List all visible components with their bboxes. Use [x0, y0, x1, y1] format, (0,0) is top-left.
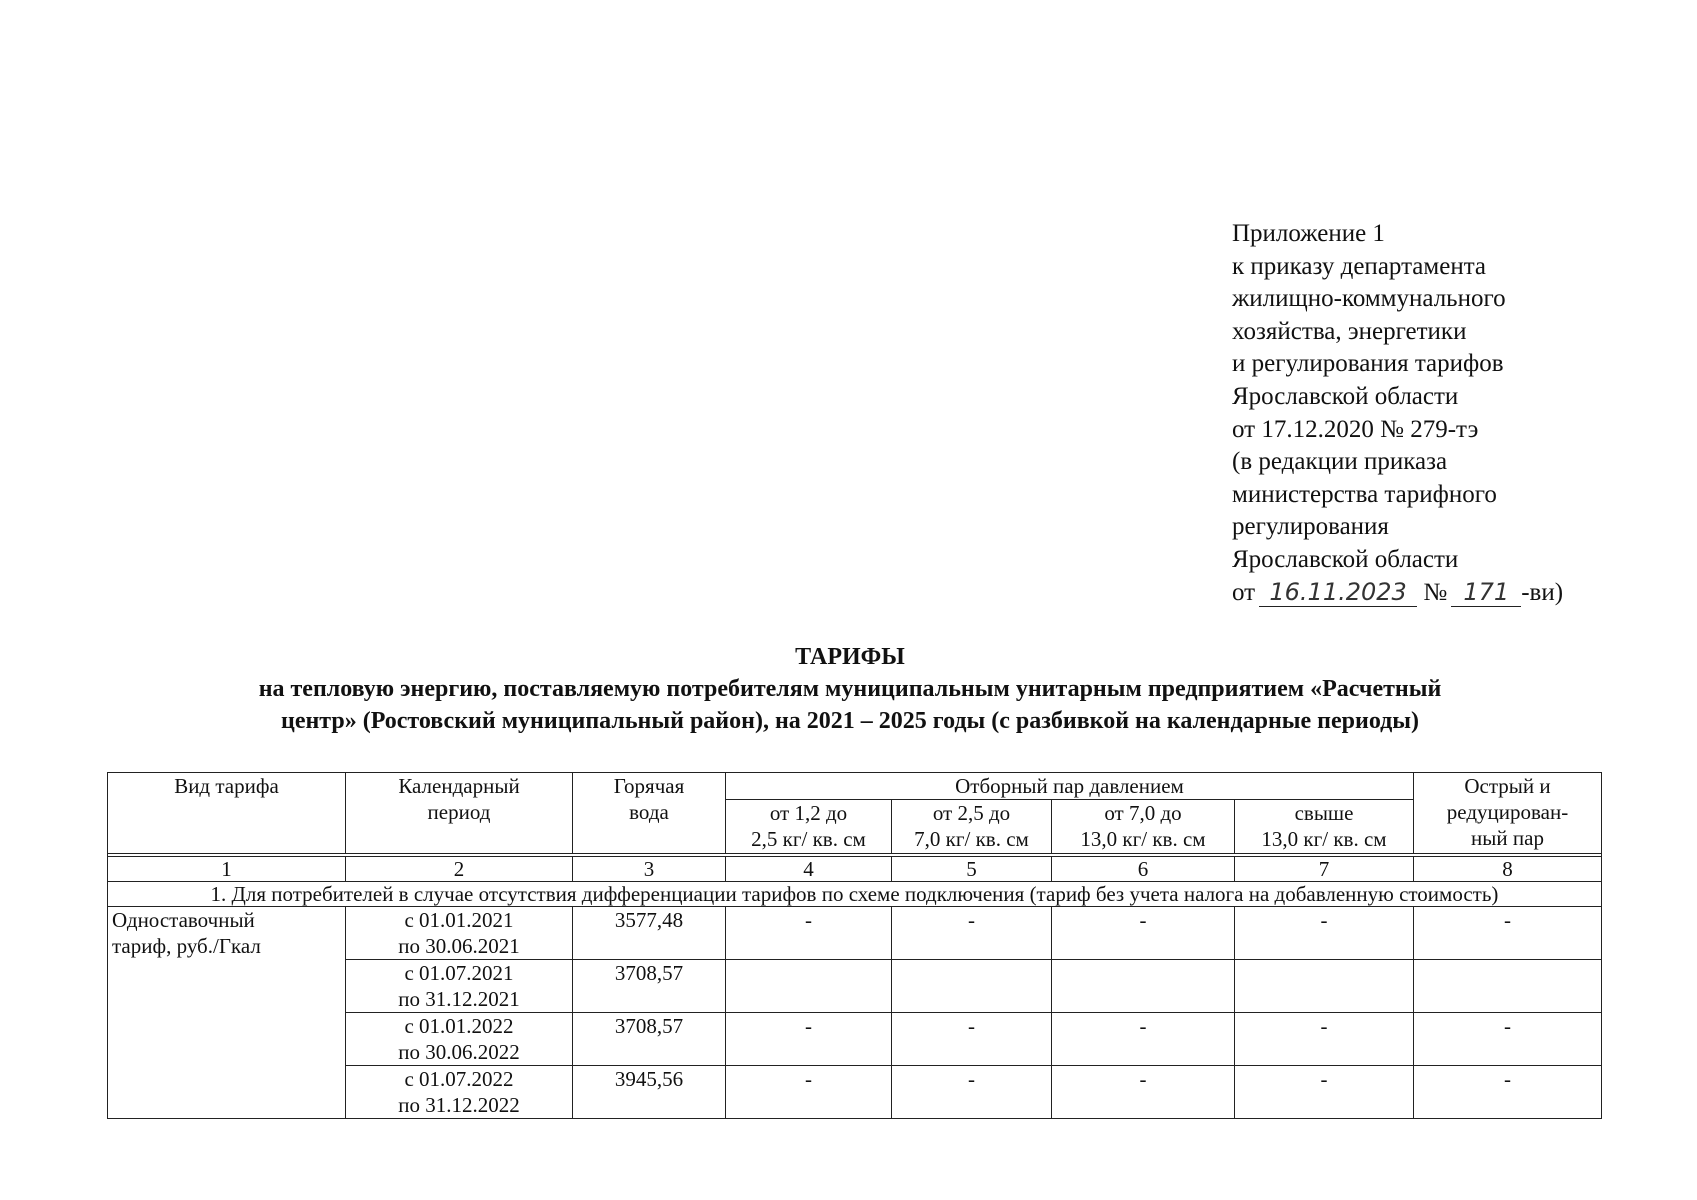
column-number: 3 — [573, 857, 726, 882]
pressure-2-cell: - — [892, 1013, 1052, 1066]
pressure-1-cell — [726, 960, 892, 1013]
appendix-line: Ярославской области — [1232, 382, 1459, 410]
handwritten-number: 171 — [1451, 578, 1521, 607]
pressure-2-cell: - — [892, 1066, 1052, 1119]
appendix-line: Приложение 1 — [1232, 220, 1385, 247]
title-heading: ТАРИФЫ — [795, 644, 905, 670]
title-line-1: на тепловую энергию, поставляемую потребителям муниципальным унитарным предприятием «Расчетный — [258, 676, 1442, 702]
period-cell: с 01.07.2021 по 31.12.2021 — [346, 960, 573, 1013]
appendix-block — [1232, 218, 1563, 609]
sharp-steam-cell: - — [1414, 1013, 1602, 1066]
pressure-3-cell: - — [1052, 1013, 1235, 1066]
pressure-4-cell: - — [1235, 1066, 1414, 1119]
appendix-last-suffix: -ви) — [1521, 578, 1564, 606]
handwritten-date: 16.11.2023 — [1259, 578, 1417, 607]
column-number: 6 — [1052, 857, 1235, 882]
column-number: 4 — [726, 857, 892, 882]
header-steam-group: Отборный пар давлением — [726, 773, 1414, 800]
period-cell: с 01.01.2021 по 30.06.2021 — [346, 907, 573, 960]
tariff-type-cell: Одноставочный тариф, руб./Гкал — [108, 907, 346, 1119]
pressure-4-cell: - — [1235, 1013, 1414, 1066]
column-number: 5 — [892, 857, 1052, 882]
pressure-2-cell — [892, 960, 1052, 1013]
appendix-line: (в редакции приказа — [1232, 448, 1448, 476]
period-cell: с 01.01.2022 по 30.06.2022 — [346, 1013, 573, 1066]
header-period: Календарный период — [346, 773, 573, 854]
pressure-3-cell — [1052, 960, 1235, 1013]
hot-water-cell: 3708,57 — [573, 960, 726, 1013]
header-pressure-3: от 7,0 до 13,0 кг/ кв. см — [1052, 800, 1235, 854]
header-pressure-1: от 1,2 до 2,5 кг/ кв. см — [726, 800, 892, 854]
section-title: 1. Для потребителей в случае отсутствия дифференциации тарифов по схеме подключения (тариф без учета налога на добавленную стоимость) — [108, 882, 1602, 907]
hot-water-cell: 3708,57 — [573, 1013, 726, 1066]
pressure-3-cell: - — [1052, 1066, 1235, 1119]
appendix-line: к приказу департамента — [1232, 252, 1487, 280]
appendix-line: жилищно-коммунального — [1232, 285, 1506, 313]
hot-water-cell: 3945,56 — [573, 1066, 726, 1119]
appendix-line: Ярославской области — [1232, 545, 1459, 573]
sharp-steam-cell — [1414, 960, 1602, 1013]
header-pressure-2: от 2,5 до 7,0 кг/ кв. см — [892, 800, 1052, 854]
pressure-1-cell: - — [726, 1013, 892, 1066]
column-number: 1 — [108, 857, 346, 882]
title-line-2: центр» (Ростовский муниципальный район), на 2021 – 2025 годы (с разбивкой на календарные периоды) — [280, 708, 1420, 734]
header-tariff-type: Вид тарифа — [108, 773, 346, 854]
column-number: 8 — [1414, 857, 1602, 882]
pressure-4-cell — [1235, 960, 1414, 1013]
sharp-steam-cell: - — [1414, 1066, 1602, 1119]
section-row — [108, 882, 1602, 907]
period-cell: с 01.07.2022 по 31.12.2022 — [346, 1066, 573, 1119]
pressure-1-cell: - — [726, 907, 892, 960]
appendix-line: хозяйства, энергетики — [1232, 317, 1467, 345]
header-sharp-steam: Острый и редуцирован- ный пар — [1414, 773, 1602, 854]
table-row — [108, 907, 1602, 960]
appendix-line: от 17.12.2020 № 279-тэ — [1232, 415, 1479, 443]
pressure-3-cell: - — [1052, 907, 1235, 960]
pressure-4-cell: - — [1235, 907, 1414, 960]
appendix-line: и регулирования тарифов — [1232, 350, 1504, 378]
column-number: 2 — [346, 857, 573, 882]
appendix-line: регулирования — [1232, 513, 1389, 541]
column-numbers-row — [108, 857, 1602, 882]
number-sign: № — [1423, 578, 1448, 606]
appendix-last-prefix: от — [1232, 578, 1256, 606]
hot-water-cell: 3577,48 — [573, 907, 726, 960]
pressure-2-cell: - — [892, 907, 1052, 960]
header-row-1 — [108, 773, 1602, 800]
document-title — [100, 641, 1600, 737]
header-hot-water: Горячая вода — [573, 773, 726, 854]
pressure-1-cell: - — [726, 1066, 892, 1119]
header-pressure-4: свыше 13,0 кг/ кв. см — [1235, 800, 1414, 854]
sharp-steam-cell: - — [1414, 907, 1602, 960]
appendix-last-line — [1232, 577, 1563, 610]
tariffs-table — [107, 772, 1602, 1119]
column-number: 7 — [1235, 857, 1414, 882]
appendix-line: министерства тарифного — [1232, 480, 1497, 508]
